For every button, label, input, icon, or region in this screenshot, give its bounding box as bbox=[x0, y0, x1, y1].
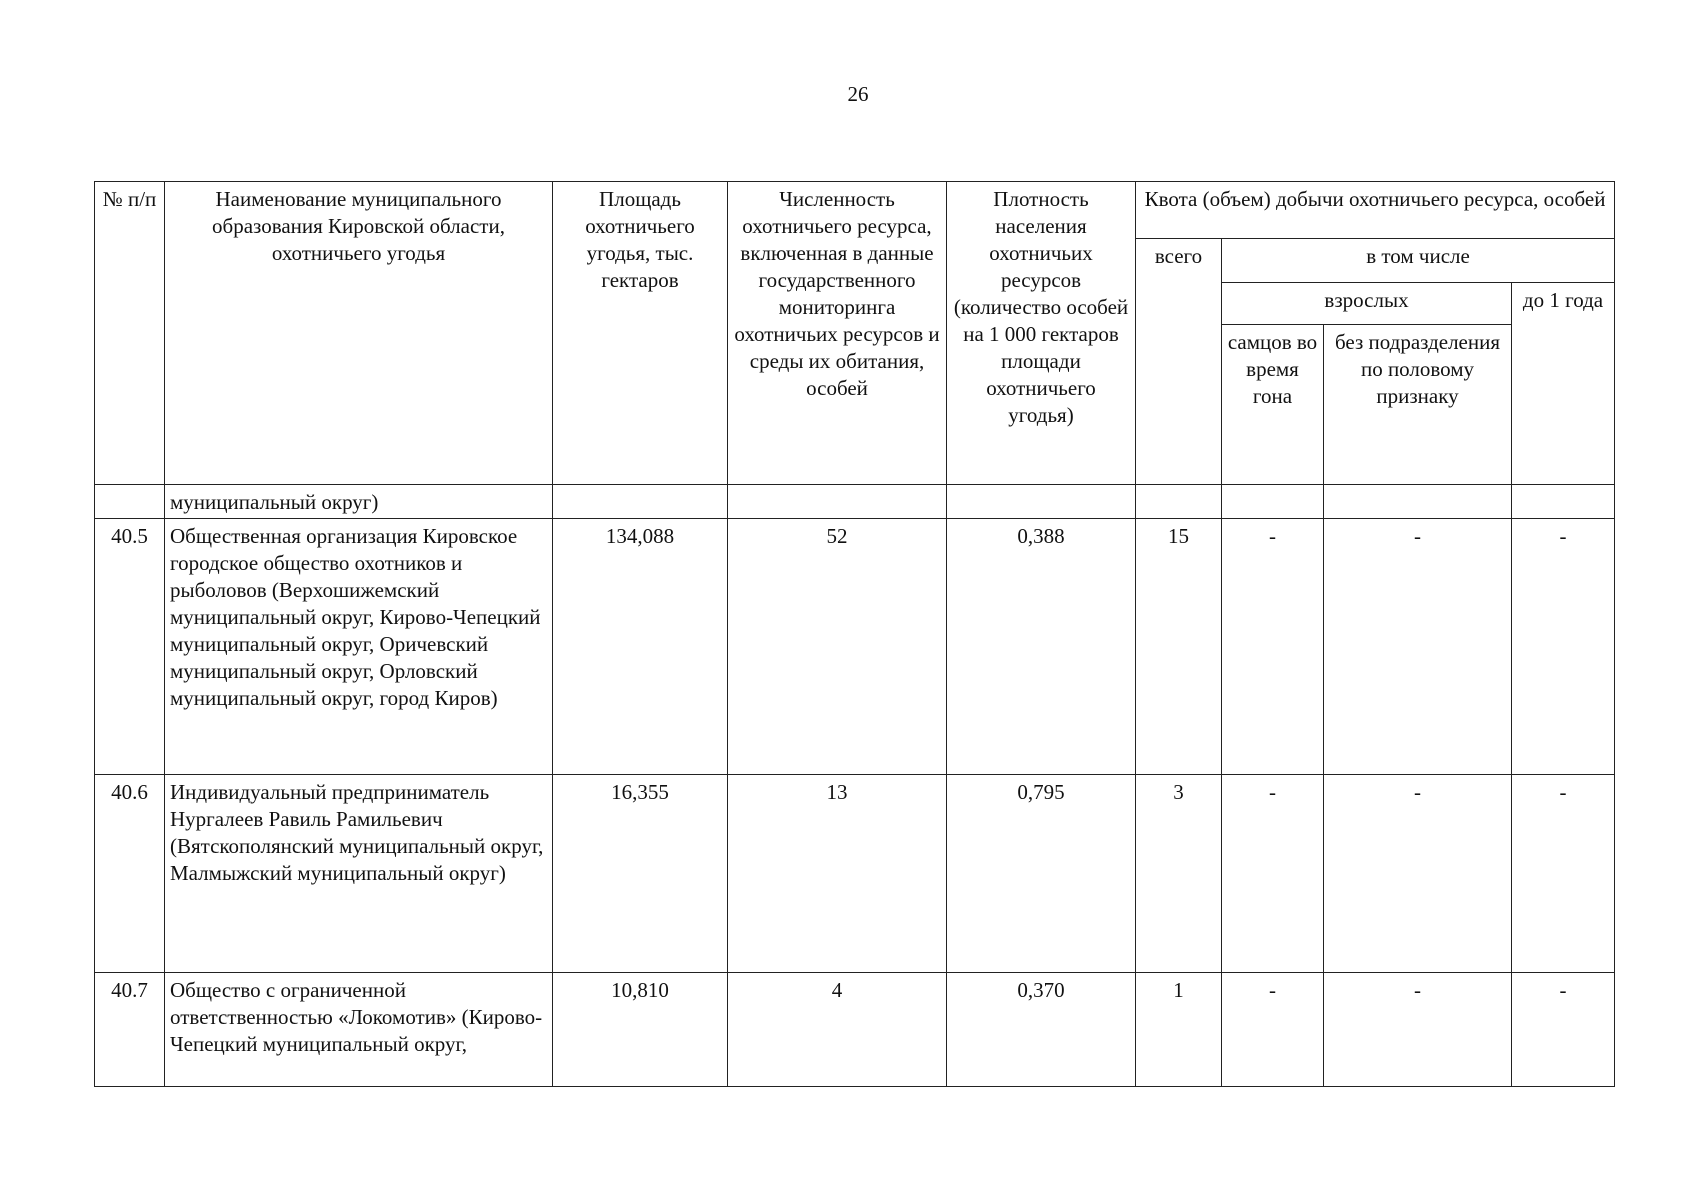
row-count: 52 bbox=[728, 519, 947, 775]
row-num: 40.5 bbox=[95, 519, 165, 775]
table-row bbox=[95, 775, 1615, 973]
header-num: № п/п bbox=[95, 182, 165, 485]
row-density: 0,370 bbox=[947, 973, 1136, 1087]
row-area: 10,810 bbox=[553, 973, 728, 1087]
header-count: Численность охотничьего ресурса, включенная в данные государственного мониторинга охотничьих ресурсов и среды их обитания, особей bbox=[728, 182, 947, 485]
row-name: Общество с ограниченной ответственностью «Локомотив» (Кирово-Чепецкий муниципальный округ, bbox=[165, 973, 553, 1087]
header-density: Плотность населения охотничьих ресурсов (количество особей на 1 000 гектаров площади охотничьего угодья) bbox=[947, 182, 1136, 485]
header-row-1 bbox=[95, 182, 1615, 239]
continuation-text: муниципальный округ) bbox=[165, 485, 553, 519]
header-including: в том числе bbox=[1222, 239, 1615, 283]
row-count: 13 bbox=[728, 775, 947, 973]
page-number: 26 bbox=[847, 82, 869, 106]
row-males: - bbox=[1222, 973, 1324, 1087]
row-num: 40.7 bbox=[95, 973, 165, 1087]
row-area: 134,088 bbox=[553, 519, 728, 775]
table-row bbox=[95, 519, 1615, 775]
header-males-rut: самцов во время гона bbox=[1222, 325, 1324, 485]
continuation-row bbox=[95, 485, 1615, 519]
row-under1: - bbox=[1512, 775, 1615, 973]
row-no-sex: - bbox=[1324, 973, 1512, 1087]
row-density: 0,388 bbox=[947, 519, 1136, 775]
header-name: Наименование муниципального образования Кировской области, охотничьего угодья bbox=[165, 182, 553, 485]
row-count: 4 bbox=[728, 973, 947, 1087]
row-total: 1 bbox=[1136, 973, 1222, 1087]
row-name: Индивидуальный предприниматель Нургалеев Равиль Рамильевич (Вятскополянский муниципальный округ, Малмыжский муниципальный округ) bbox=[165, 775, 553, 973]
row-no-sex: - bbox=[1324, 775, 1512, 973]
row-total: 3 bbox=[1136, 775, 1222, 973]
row-males: - bbox=[1222, 775, 1324, 973]
table-row bbox=[95, 973, 1615, 1087]
header-no-sex: без подразделения по половому признаку bbox=[1324, 325, 1512, 485]
row-under1: - bbox=[1512, 973, 1615, 1087]
row-name: Общественная организация Кировское городское общество охотников и рыболовов (Верхошижемский муниципальный округ, Кирово-Чепецкий муниципальный округ, Оричевский муниципальный округ, Орловский муниципальный округ, город Киров) bbox=[165, 519, 553, 775]
quota-table bbox=[94, 181, 1615, 1087]
row-under1: - bbox=[1512, 519, 1615, 775]
header-adults: взрослых bbox=[1222, 283, 1512, 325]
row-no-sex: - bbox=[1324, 519, 1512, 775]
header-total: всего bbox=[1136, 239, 1222, 485]
row-males: - bbox=[1222, 519, 1324, 775]
row-density: 0,795 bbox=[947, 775, 1136, 973]
header-area: Площадь охотничьего угодья, тыс. гектаров bbox=[553, 182, 728, 485]
row-num: 40.6 bbox=[95, 775, 165, 973]
row-area: 16,355 bbox=[553, 775, 728, 973]
header-quota: Квота (объем) добычи охотничьего ресурса, особей bbox=[1136, 182, 1615, 239]
row-total: 15 bbox=[1136, 519, 1222, 775]
header-under1: до 1 года bbox=[1512, 283, 1615, 485]
